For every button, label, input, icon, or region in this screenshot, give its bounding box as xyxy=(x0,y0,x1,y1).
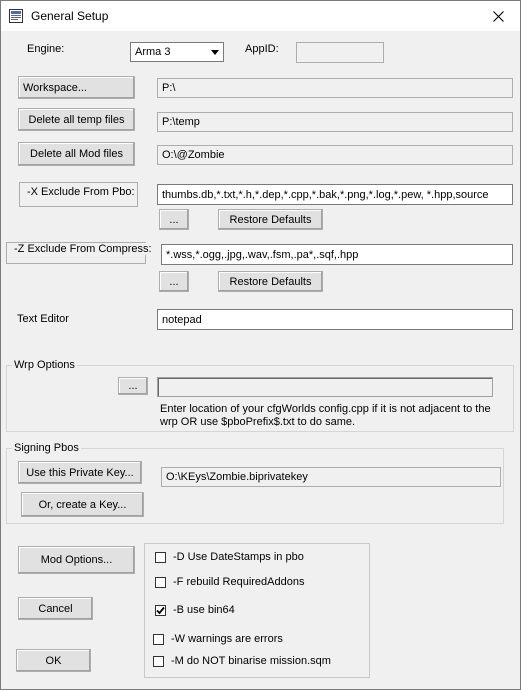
checkbox-box xyxy=(153,656,164,667)
option-no-binarise-mission-checkbox[interactable] xyxy=(153,655,331,667)
exclude-compress-label: -Z Exclude From Compress: xyxy=(14,243,152,255)
exclude-compress-input[interactable]: *.wss,*.ogg,.jpg,.wav,.fsm,.pa*,.sqf,.hpp xyxy=(161,244,513,265)
wrp-options-title: Wrp Options xyxy=(14,359,75,371)
close-icon xyxy=(493,11,504,22)
option-bin64-checkbox[interactable] xyxy=(155,604,235,616)
wrp-config-path-field[interactable] xyxy=(157,377,493,397)
option-label: -W warnings are errors xyxy=(171,633,283,645)
checkbox-box xyxy=(155,552,166,563)
use-private-key-button[interactable]: Use this Private Key... xyxy=(18,461,142,484)
exclude-compress-browse-button[interactable]: ... xyxy=(159,271,189,292)
checkbox-box xyxy=(155,605,166,616)
delete-mod-files-button[interactable]: Delete all Mod files xyxy=(18,142,135,166)
checkbox-box xyxy=(155,577,166,588)
appid-input[interactable] xyxy=(296,42,384,63)
text-editor-label: Text Editor xyxy=(17,313,69,325)
option-warnings-are-errors-checkbox[interactable] xyxy=(153,633,283,645)
mod-options-button[interactable]: Mod Options... xyxy=(18,546,135,574)
mod-path-field[interactable]: O:\@Zombie xyxy=(157,145,513,165)
option-label: -M do NOT binarise mission.sqm xyxy=(171,655,331,667)
option-label: -D Use DateStamps in pbo xyxy=(173,551,304,563)
chevron-down-icon xyxy=(206,43,223,61)
option-rebuild-required-addons-checkbox[interactable] xyxy=(155,576,304,588)
checkbox-box xyxy=(153,634,164,645)
workspace-button[interactable]: Workspace... xyxy=(18,76,135,99)
exclude-pbo-browse-button[interactable]: ... xyxy=(159,209,189,230)
exclude-pbo-input[interactable]: thumbs.db,*.txt,*.h,*.dep,*.cpp,*.bak,*.png,*.log,*.pew, *.hpp,source xyxy=(157,184,513,205)
signing-pbos-title: Signing Pbos xyxy=(14,442,79,454)
delete-temp-files-button[interactable]: Delete all temp files xyxy=(18,108,135,131)
close-button[interactable] xyxy=(476,1,520,31)
option-datestamps-checkbox[interactable] xyxy=(155,551,304,563)
option-label: -F rebuild RequiredAddons xyxy=(173,576,305,588)
wrp-hint-line2: wrp OR use $pboPrefix$.txt to do same. xyxy=(160,416,356,428)
engine-value: Arma 3 xyxy=(135,46,171,58)
private-key-path-field[interactable]: O:\KEys\Zombie.biprivatekey xyxy=(161,467,501,487)
exclude-compress-restore-defaults-button[interactable]: Restore Defaults xyxy=(218,271,323,292)
title-bar xyxy=(1,1,520,31)
exclude-pbo-restore-defaults-button[interactable]: Restore Defaults xyxy=(218,209,323,230)
engine-label: Engine: xyxy=(27,43,65,55)
app-icon xyxy=(9,9,23,23)
temp-path-field[interactable]: P:\temp xyxy=(157,112,513,132)
text-editor-input[interactable]: notepad xyxy=(157,309,513,330)
checkmark-icon xyxy=(156,606,165,615)
workspace-path-field[interactable]: P:\ xyxy=(157,78,513,98)
option-label: -B use bin64 xyxy=(173,604,235,616)
appid-label: AppID: xyxy=(245,43,279,55)
ok-button[interactable]: OK xyxy=(16,649,91,672)
wrp-hint-line1: Enter location of your cfgWorlds config.cpp if it is not adjacent to the xyxy=(160,403,491,415)
engine-select[interactable] xyxy=(130,42,224,62)
window-title: General Setup xyxy=(31,9,109,23)
create-key-button[interactable]: Or, create a Key... xyxy=(21,492,144,517)
cancel-button[interactable]: Cancel xyxy=(18,597,93,620)
wrp-browse-button[interactable]: ... xyxy=(118,377,148,395)
exclude-pbo-label: -X Exclude From Pbo: xyxy=(27,186,135,198)
